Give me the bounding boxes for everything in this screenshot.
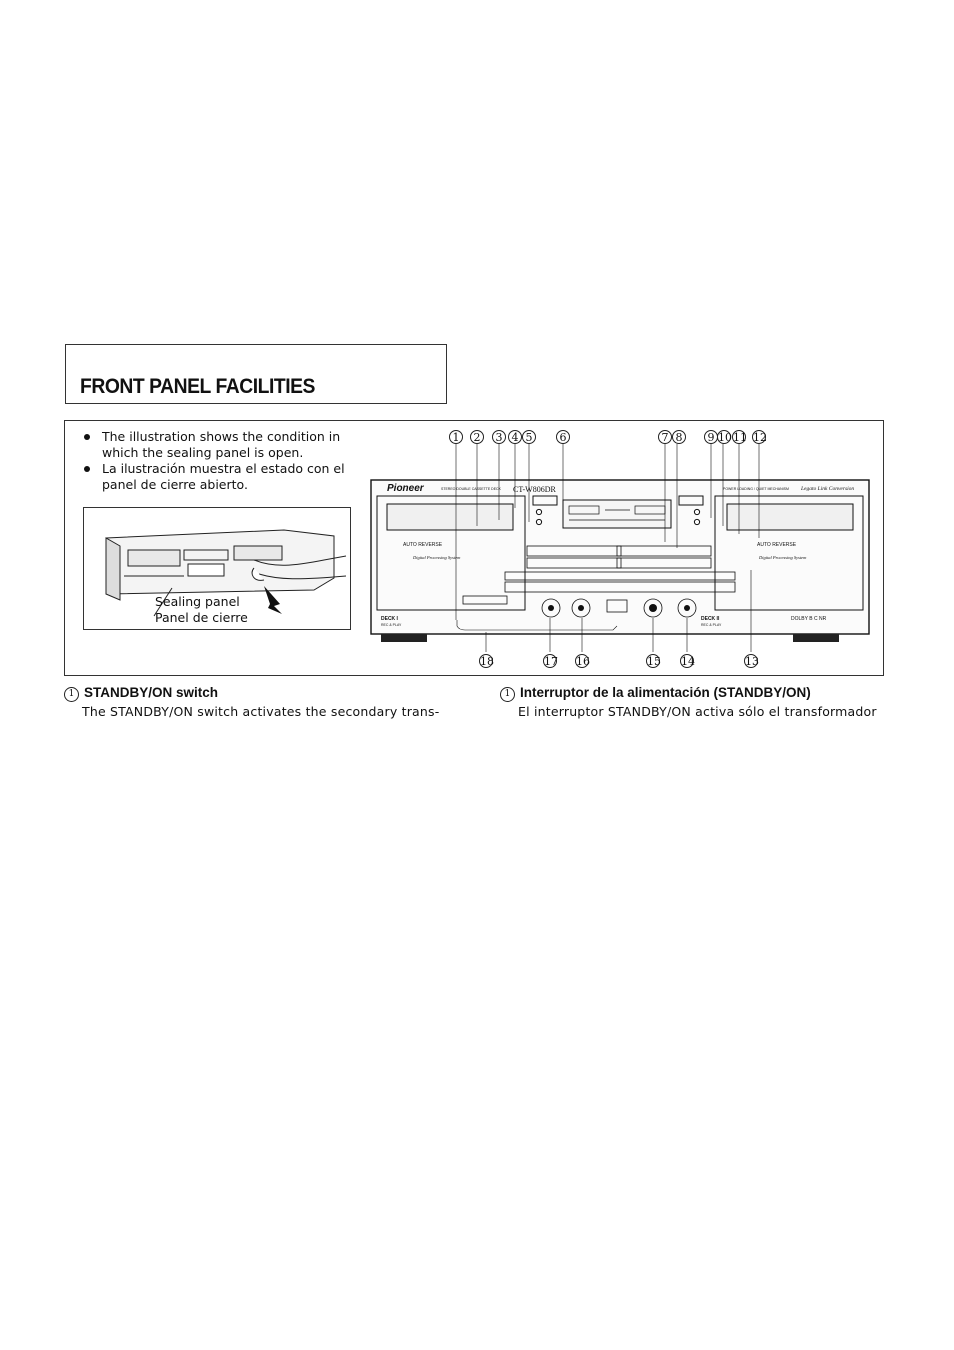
inset-caption xyxy=(155,594,248,626)
callout-12: 12 xyxy=(753,431,767,444)
note-item xyxy=(84,429,374,461)
script-right: Legato Link Conversion xyxy=(801,486,855,492)
dolby-label: DOLBY B C NR xyxy=(791,616,827,622)
callout-4: 4 xyxy=(508,430,522,444)
subtitle-right: POWER LOADING / QUIET MECHANISM xyxy=(723,487,789,491)
callout-1: 1 xyxy=(449,430,463,444)
section-heading-en xyxy=(64,685,218,702)
deck1-sub: REC & PLAY xyxy=(381,623,402,627)
caption-es: Panel de cierre xyxy=(155,610,248,625)
dps-right: Digital Processing System xyxy=(759,555,807,560)
callout-7: 7 xyxy=(658,430,672,444)
section-title-en: STANDBY/ON switch xyxy=(84,685,219,700)
auto-reverse-left: AUTO REVERSE xyxy=(403,542,443,548)
section-body-es: El interruptor STANDBY/ON activa sólo el transformador xyxy=(518,704,877,719)
page-title: FRONT PANEL FACILITIES xyxy=(80,375,315,398)
title-box xyxy=(65,344,447,404)
section-heading-es xyxy=(500,685,811,702)
callout-5: 5 xyxy=(522,430,536,444)
callout-14: 14 xyxy=(681,655,695,668)
section-body-en: The STANDBY/ON switch activates the secondary trans- xyxy=(82,704,440,719)
caption-en: Sealing panel xyxy=(155,594,240,609)
callout-17: 17 xyxy=(544,655,558,668)
callout-16: 16 xyxy=(576,655,590,668)
callout-2: 2 xyxy=(470,430,484,444)
section-number-en: 1 xyxy=(64,687,79,702)
subtitle-left: STEREO DOUBLE CASSETTE DECK xyxy=(441,487,501,491)
deck1-label: DECK I xyxy=(381,616,398,622)
callout-8: 8 xyxy=(672,430,686,444)
callout-15: 15 xyxy=(647,655,661,668)
model-label: CT-W806DR xyxy=(513,485,556,494)
note-text: La ilustración muestra el estado con el panel de cierre abierto. xyxy=(102,461,345,492)
deck2-sub: REC & PLAY xyxy=(701,623,722,627)
sealing-panel-inset xyxy=(83,507,351,630)
callout-3: 3 xyxy=(492,430,506,444)
note-item xyxy=(84,461,374,493)
brand-logo: Pioneer xyxy=(387,483,424,494)
bullet-icon xyxy=(84,466,90,472)
callout-13: 13 xyxy=(745,655,759,668)
callout-9: 9 xyxy=(704,430,718,444)
note-text: The illustration shows the condition in which the sealing panel is open. xyxy=(102,429,341,460)
callout-6: 6 xyxy=(556,430,570,444)
section-number-es: 1 xyxy=(500,687,515,702)
notes-list xyxy=(84,429,374,493)
cassette-deck-illustration xyxy=(355,420,883,676)
section-title-es: Interruptor de la alimentación (STANDBY/ON) xyxy=(520,685,811,700)
bullet-icon xyxy=(84,434,90,440)
dps-left: Digital Processing System xyxy=(413,555,461,560)
auto-reverse-right: AUTO REVERSE xyxy=(757,542,797,548)
callout-10: 10 xyxy=(718,431,732,444)
cassette-deck-drawing xyxy=(355,420,883,676)
callout-18: 18 xyxy=(480,655,494,668)
deck2-label: DECK II xyxy=(701,616,720,622)
callout-11: 11 xyxy=(733,431,747,444)
